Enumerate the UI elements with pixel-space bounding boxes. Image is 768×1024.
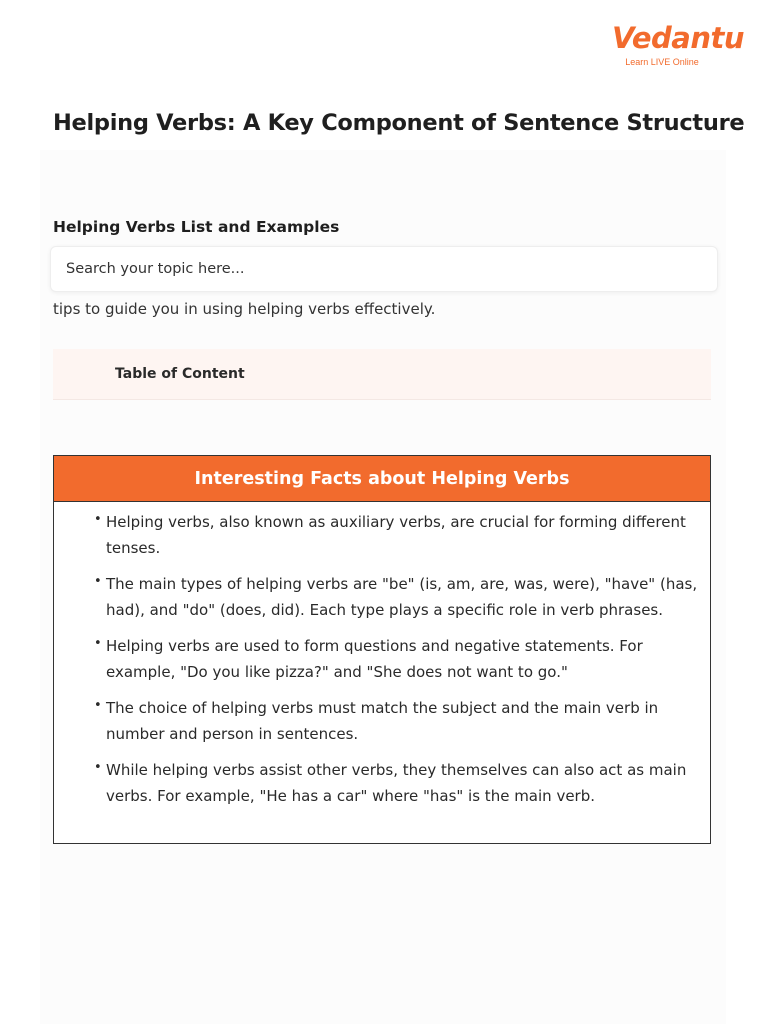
table-of-content[interactable] <box>53 349 711 400</box>
search-bar[interactable] <box>50 246 718 292</box>
bullet-icon: • <box>94 760 102 775</box>
bullet-icon: • <box>94 574 102 589</box>
fact-item <box>54 696 710 747</box>
fact-item <box>54 758 710 809</box>
facts-title: Interesting Facts about Helping Verbs <box>54 456 710 502</box>
intro-paragraph-container <box>53 288 711 338</box>
fact-text: Helping verbs are used to form questions and negative statements. For example, "Do you like pizza?" and "She does not want to go." <box>106 637 643 681</box>
fact-item <box>54 572 710 623</box>
toc-title: Table of Content <box>115 366 245 382</box>
logo-tagline: Learn LIVE Online <box>625 57 699 67</box>
logo-wordmark: Vedantu <box>612 21 744 55</box>
intro-paragraph: tips to guide you in using helping verbs effectively. <box>53 299 436 318</box>
fact-text: Helping verbs, also known as auxiliary verbs, are crucial for forming different tenses. <box>106 513 686 557</box>
facts-list <box>54 502 710 809</box>
page-title: Helping Verbs: A Key Component of Sentence Structure <box>53 110 745 136</box>
fact-item <box>54 634 710 685</box>
bullet-icon: • <box>94 636 102 651</box>
fact-item <box>54 510 710 561</box>
facts-box <box>53 455 711 844</box>
bullet-icon: • <box>94 698 102 713</box>
fact-text: The main types of helping verbs are "be" (is, am, are, was, were), "have" (has, had), and "do" (does, did). Each type plays a specific role in verb phrases. <box>106 575 698 619</box>
bullet-icon: • <box>94 512 102 527</box>
fact-text: The choice of helping verbs must match the subject and the main verb in number and person in sentences. <box>106 699 659 743</box>
search-input[interactable] <box>66 247 702 291</box>
section-heading: Helping Verbs List and Examples <box>53 218 340 236</box>
fact-text: While helping verbs assist other verbs, they themselves can also act as main verbs. For example, "He has a car" where "has" is the main verb. <box>106 761 687 805</box>
vedantu-logo[interactable] <box>612 21 744 72</box>
